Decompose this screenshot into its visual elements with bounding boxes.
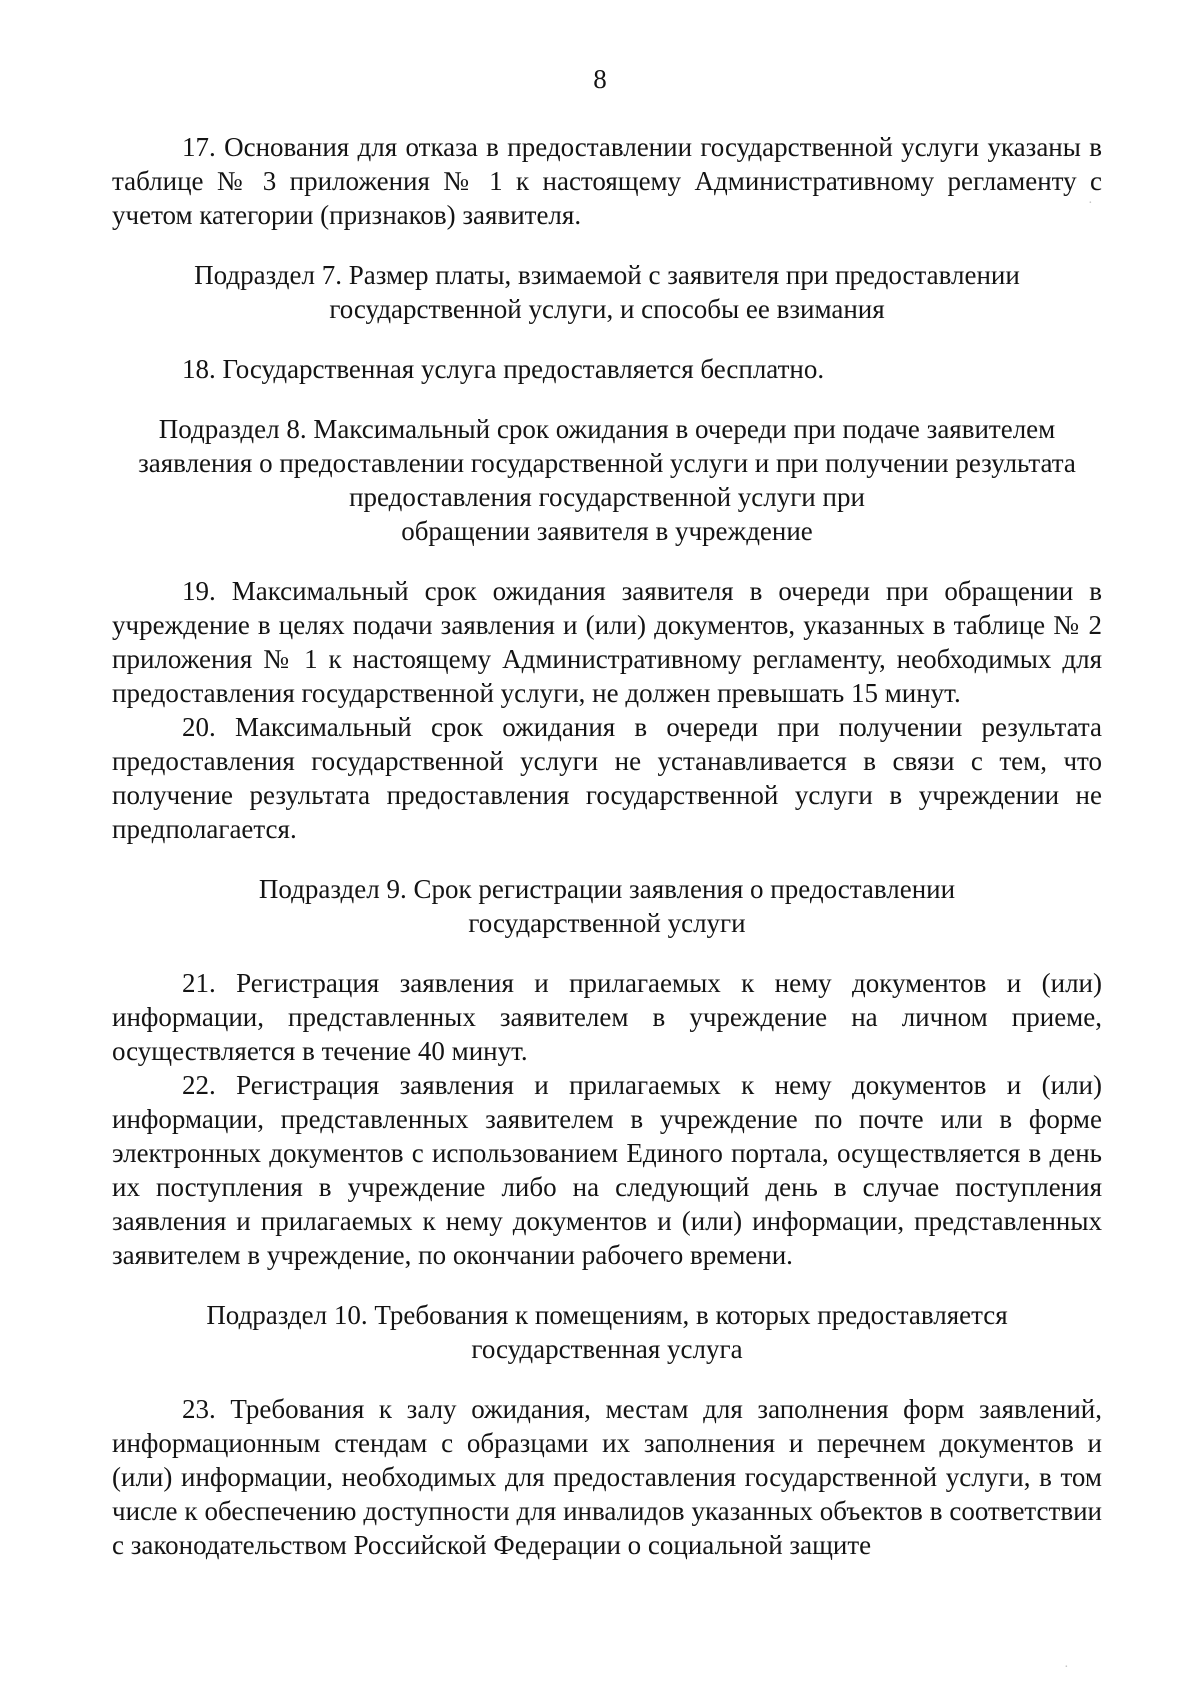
scan-speck: ·	[1064, 1660, 1069, 1675]
heading-line: Подраздел 7. Размер платы, взимаемой с заявителя при предоставлении	[194, 260, 1020, 290]
heading-line: Подраздел 9. Срок регистрации заявления о предоставлении	[258, 874, 956, 904]
heading-line: заявления о предоставлении государственной услуги и при получении результата	[138, 448, 1076, 478]
page-number: 8	[593, 64, 607, 94]
document-body	[112, 130, 1102, 1562]
subsection-8-heading	[112, 412, 1102, 548]
heading-line: государственной услуги	[468, 908, 746, 938]
subsection-7-heading	[112, 258, 1102, 326]
heading-line: государственная услуга	[471, 1334, 743, 1364]
heading-line: Подраздел 8. Максимальный срок ожидания в очереди при подаче заявителем	[158, 414, 1056, 444]
heading-line: предоставления государственной услуги при	[349, 482, 865, 512]
paragraph-20: 20. Максимальный срок ожидания в очереди при получении результата предоставления государственной услуги не устанавливается в связи с тем, что получение результата предоставления государственной услуги в учреждении не предполагается.	[112, 712, 1102, 844]
paragraph-19: 19. Максимальный срок ожидания заявителя в очереди при обращении в учреждение в целях подачи заявления и (или) документов, указанных в таблице № 2 приложения № 1 к настоящему Административному регламенту, необходимых для предоставления государственной услуги, не должен превышать 15 минут.	[112, 576, 1102, 708]
subsection-10-heading	[112, 1298, 1102, 1366]
subsection-9-heading	[112, 872, 1102, 940]
heading-line: государственной услуги, и способы ее взимания	[329, 294, 885, 324]
paragraph-18: 18. Государственная услуга предоставляется бесплатно.	[182, 354, 825, 384]
heading-line: обращении заявителя в учреждение	[401, 516, 813, 546]
paragraph-17: 17. Основания для отказа в предоставлении государственной услуги указаны в таблице № 3 приложения № 1 к настоящему Административному регламенту с учетом категории (признаков) заявителя.	[112, 132, 1102, 230]
heading-line: Подраздел 10. Требования к помещениям, в которых предоставляется	[206, 1300, 1008, 1330]
paragraph-21: 21. Регистрация заявления и прилагаемых к нему документов и (или) информации, представленных заявителем в учреждение на личном приеме, осуществляется в течение 40 минут.	[112, 968, 1102, 1066]
paragraph-22: 22. Регистрация заявления и прилагаемых к нему документов и (или) информации, представленных заявителем в учреждение по почте или в форме электронных документов с использованием Единого портала, осуществляется в день их поступления в учреждение либо на следующий день в случае поступления заявления и прилагаемых к нему документов и (или) информации, представленных заявителем в учреждение, по окончании рабочего времени.	[112, 1070, 1102, 1270]
paragraph-23: 23. Требования к залу ожидания, местам для заполнения форм заявлений, информационным стендам с образцами их заполнения и перечнем документов и (или) информации, необходимых для предоставления государственной услуги, в том числе к обеспечению доступности для инвалидов указанных объектов в соответствии с законодательством Российской Федерации о социальной защите	[112, 1394, 1102, 1560]
scan-speck: ·	[1088, 196, 1093, 211]
